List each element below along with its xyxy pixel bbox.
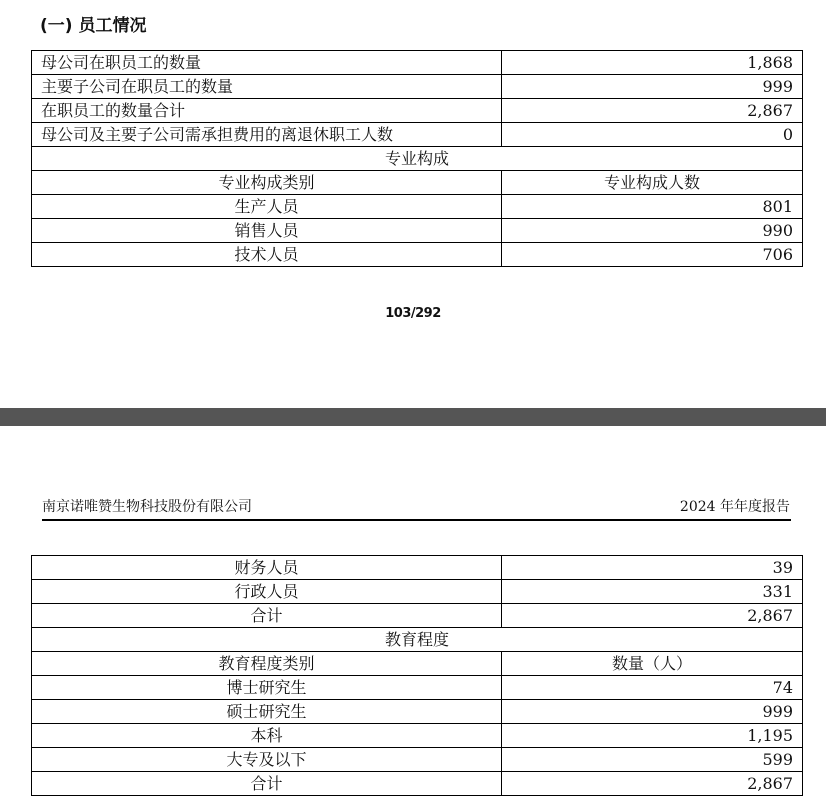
table-row xyxy=(32,51,803,75)
row-value: 0 xyxy=(502,123,803,147)
employee-table-part1 xyxy=(31,50,803,267)
row-label: 母公司在职员工的数量 xyxy=(32,51,502,75)
table-row xyxy=(32,219,803,243)
row-value: 599 xyxy=(502,748,803,772)
row-label: 生产人员 xyxy=(32,195,502,219)
company-name: 南京诺唯赞生物科技股份有限公司 xyxy=(42,499,252,515)
section-title: (一) 员工情况 xyxy=(40,16,147,36)
row-label: 本科 xyxy=(32,724,502,748)
row-value: 1,195 xyxy=(502,724,803,748)
table-row xyxy=(32,99,803,123)
table-row xyxy=(32,147,803,171)
row-value: 990 xyxy=(502,219,803,243)
table-row xyxy=(32,243,803,267)
row-value: 1,868 xyxy=(502,51,803,75)
row-value: 999 xyxy=(502,700,803,724)
page-number: 103/292 xyxy=(385,306,441,321)
category-column-header: 教育程度类别 xyxy=(32,652,502,676)
category-column-header: 专业构成类别 xyxy=(32,171,502,195)
header-rule xyxy=(42,519,791,521)
row-value: 331 xyxy=(502,580,803,604)
table-header-row xyxy=(32,652,803,676)
count-column-header: 专业构成人数 xyxy=(502,171,803,195)
count-column-header: 数量（人） xyxy=(502,652,803,676)
table-row xyxy=(32,195,803,219)
row-label: 主要子公司在职员工的数量 xyxy=(32,75,502,99)
row-label: 合计 xyxy=(32,772,502,796)
row-label: 在职员工的数量合计 xyxy=(32,99,502,123)
table-row xyxy=(32,75,803,99)
row-label: 技术人员 xyxy=(32,243,502,267)
table-row xyxy=(32,580,803,604)
report-title: 2024 年年度报告 xyxy=(679,499,790,515)
table-header-row xyxy=(32,171,803,195)
row-label: 合计 xyxy=(32,604,502,628)
page-break-divider xyxy=(0,408,826,426)
row-label: 财务人员 xyxy=(32,556,502,580)
running-header xyxy=(42,497,790,517)
employee-table-part2 xyxy=(31,555,803,796)
row-label: 销售人员 xyxy=(32,219,502,243)
row-value: 801 xyxy=(502,195,803,219)
row-value: 999 xyxy=(502,75,803,99)
row-value: 2,867 xyxy=(502,99,803,123)
table-row xyxy=(32,604,803,628)
row-value: 2,867 xyxy=(502,772,803,796)
table-row xyxy=(32,700,803,724)
row-value: 74 xyxy=(502,676,803,700)
row-label: 母公司及主要子公司需承担费用的离退休职工人数 xyxy=(32,123,502,147)
row-label: 大专及以下 xyxy=(32,748,502,772)
row-label: 硕士研究生 xyxy=(32,700,502,724)
table-row xyxy=(32,628,803,652)
education-heading: 教育程度 xyxy=(32,628,803,652)
row-value: 2,867 xyxy=(502,604,803,628)
row-value: 706 xyxy=(502,243,803,267)
table-row xyxy=(32,123,803,147)
table-row xyxy=(32,724,803,748)
table-row xyxy=(32,772,803,796)
table-row xyxy=(32,556,803,580)
composition-heading: 专业构成 xyxy=(32,147,803,171)
row-label: 行政人员 xyxy=(32,580,502,604)
row-label: 博士研究生 xyxy=(32,676,502,700)
row-value: 39 xyxy=(502,556,803,580)
table-row xyxy=(32,748,803,772)
table-row xyxy=(32,676,803,700)
